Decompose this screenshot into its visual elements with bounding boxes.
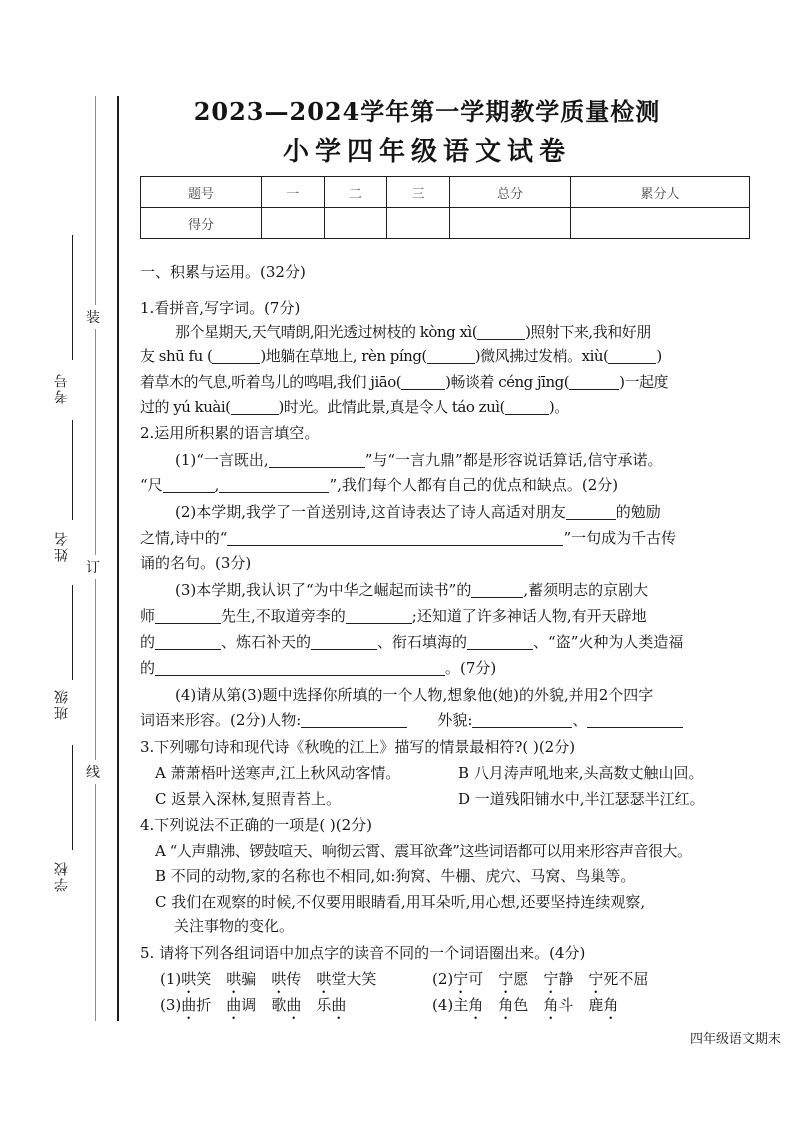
q5-word[interactable]: 哄骗 <box>226 970 257 988</box>
q2-text: 之情,诗中的“ <box>140 529 228 547</box>
q5-title: 5. 请将下列各组词语中加点字的读音不同的一个词语圈出来。(4分) <box>140 944 586 962</box>
q2-p2-line2 <box>140 528 676 548</box>
q2-text: (1)“一言既出, <box>175 451 269 469</box>
q5-word[interactable]: 宁愿 <box>498 970 529 988</box>
answer-blank[interactable] <box>401 374 445 390</box>
q2-text: 、衔石填海的 <box>377 633 468 651</box>
answer-blank[interactable] <box>219 477 329 493</box>
q3-option-a[interactable]: A 萧萧梧叶送寒声,江上秋风动客情。 <box>155 764 401 782</box>
answer-blank[interactable] <box>163 477 215 493</box>
q1-text: )一起度 <box>619 373 668 391</box>
q2-p1-line2 <box>140 475 618 495</box>
q5-group-4 <box>432 995 618 1023</box>
answer-blank[interactable] <box>505 399 549 415</box>
binding-label-name: 姓名 <box>54 530 70 562</box>
q2-p3-line1 <box>175 580 648 600</box>
q5-word[interactable]: 曲调 <box>226 996 257 1014</box>
score-cell: 累分人 <box>570 177 749 208</box>
binding-line-inner <box>117 96 119 1021</box>
q2-title: 2.运用所积累的语言填空。 <box>140 424 320 442</box>
q1-text: 友 shū fu ( <box>140 347 213 365</box>
q2-p4-line2 <box>140 710 683 730</box>
q5-word[interactable]: 鹿角 <box>588 996 619 1014</box>
q5-group-3 <box>160 995 346 1023</box>
score-cell: 二 <box>324 177 387 208</box>
score-entry-cell[interactable] <box>450 208 571 239</box>
q3-option-c[interactable]: C 返景入深林,复照青苔上。 <box>155 790 342 808</box>
q1-line1 <box>175 322 651 342</box>
score-table-score-row <box>141 208 750 239</box>
q5-group-number: (1) <box>160 970 182 988</box>
answer-blank[interactable] <box>587 712 683 728</box>
score-entry-cell[interactable] <box>324 208 387 239</box>
q2-p4-line1: (4)请从第(3)题中选择你所填的一个人物,想象他(她)的外貌,并用2个四字 <box>175 686 654 704</box>
q5-word[interactable]: 宁死不屈 <box>588 970 649 988</box>
binding-label-school: 学校 <box>54 860 70 892</box>
q5-word[interactable]: 哄笑 <box>181 970 212 988</box>
q2-p3-line3 <box>140 632 683 652</box>
answer-blank[interactable] <box>231 399 279 415</box>
q1-text: )照射下来,我和好朋 <box>525 323 651 341</box>
q2-text: , <box>214 476 220 494</box>
q5-group-2 <box>432 969 648 997</box>
q4-option-c-line1[interactable]: C 我们在观察的时候,不仅要用眼睛看,用耳朵听,用心想,还要坚持连续观察, <box>155 893 646 911</box>
q1-text: )。 <box>548 398 569 416</box>
q5-word[interactable]: 歌曲 <box>271 996 302 1014</box>
q3-title: 3.下列哪句诗和现代诗《秋晚的江上》描写的情景最相符?( )(2分) <box>140 738 576 756</box>
q2-text: ”一句成为千古传 <box>563 529 677 547</box>
q5-word[interactable]: 角斗 <box>543 996 574 1014</box>
q5-group-number: (3) <box>160 996 182 1014</box>
q5-word[interactable]: 哄传 <box>271 970 302 988</box>
q2-p3-line2 <box>140 606 647 626</box>
q2-p2-line1 <box>175 502 661 522</box>
q2-text: 先生,不取道旁李的 <box>221 607 346 625</box>
q2-text: ,蓄须明志的京剧大 <box>523 581 649 599</box>
score-cell: 一 <box>261 177 324 208</box>
score-entry-cell[interactable] <box>570 208 749 239</box>
q5-group-1 <box>160 969 376 997</box>
q1-text: 着草木的气息,听着鸟儿的鸣唱,我们 jiāo( <box>140 373 402 391</box>
q2-p2-line3: 诵的名句。(3分) <box>140 554 252 572</box>
q2-text: (3)本学期,我认识了“为中华之崛起而读书”的 <box>175 581 472 599</box>
score-cell: 得分 <box>141 208 262 239</box>
q2-p3-line4 <box>140 658 496 678</box>
q1-line4 <box>140 397 569 417</box>
binding-rule-class <box>72 585 73 680</box>
score-table-header-row <box>141 177 750 208</box>
score-cell: 总分 <box>450 177 571 208</box>
binding-rule-school <box>72 745 73 850</box>
answer-blank[interactable] <box>346 608 412 624</box>
answer-blank[interactable] <box>269 452 365 468</box>
answer-blank[interactable] <box>566 504 616 520</box>
q2-text: ”与“一言九鼎”都是形容说话算话,信守承诺。 <box>364 451 663 469</box>
q1-text: )畅谈着 céng jīng( <box>445 373 570 391</box>
binding-label-exam-number: 考号 <box>54 372 70 404</box>
q2-text: 、 <box>572 711 588 729</box>
exam-title-line2: 小学四年级语文试卷 <box>282 137 571 167</box>
q1-title: 1.看拼音,写字词。(7分) <box>140 299 301 317</box>
q1-text: )微风拂过发梢。xiù( <box>474 347 609 365</box>
q2-text: 、“盗”火种为人类造福 <box>533 633 684 651</box>
q1-line3 <box>140 372 668 392</box>
answer-blank[interactable] <box>155 608 221 624</box>
q2-text: (2)本学期,我学了一首送别诗,这首诗表达了诗人高适对朋友 <box>175 503 566 521</box>
binding-label-class: 班级 <box>54 688 70 720</box>
score-entry-cell[interactable] <box>387 208 450 239</box>
answer-blank[interactable] <box>212 348 260 364</box>
q1-text: )地躺在草地上, rèn píng( <box>260 347 427 365</box>
binding-rule-name <box>72 420 73 520</box>
q5-word[interactable]: 宁静 <box>543 970 574 988</box>
q2-text: 外貌: <box>437 711 473 729</box>
q5-word[interactable]: 曲折 <box>181 996 212 1014</box>
q1-text: 过的 yú kuài( <box>140 398 231 416</box>
q2-text: 、炼石补天的 <box>221 633 312 651</box>
q5-group-number: (4) <box>432 996 454 1014</box>
q2-text: 的 <box>140 633 156 651</box>
q1-line2 <box>140 346 662 366</box>
answer-blank[interactable] <box>155 660 445 676</box>
answer-blank[interactable] <box>569 374 619 390</box>
q3-option-d[interactable]: D 一道残阳铺水中,半江瑟瑟半江红。 <box>458 790 705 808</box>
q1-text: 那个星期天,天气晴朗,阳光透过树枝的 kòng xì( <box>175 323 478 341</box>
q2-text: 的勉励 <box>615 503 661 521</box>
binding-rule-exam-number <box>72 235 73 360</box>
q4-option-c-line2: 关注事物的变化。 <box>174 917 295 935</box>
answer-blank[interactable] <box>608 348 656 364</box>
q2-text: ”,我们每个人都有自己的优点和缺点。(2分) <box>329 476 619 494</box>
score-cell: 三 <box>387 177 450 208</box>
q5-word[interactable]: 主角 <box>453 996 484 1014</box>
q2-text: 词语来形容。(2分)人物: <box>140 711 302 729</box>
exam-title-line1: 2023—2024学年第一学期教学质量检测 <box>193 97 661 126</box>
q4-option-a[interactable]: A “人声鼎沸、锣鼓喧天、响彻云霄、震耳欲聋”这些词语都可以用来形容声音很大。 <box>155 842 692 860</box>
q3-option-b[interactable]: B 八月涛声吼地来,头高数丈触山回。 <box>458 764 704 782</box>
q2-p1-line1 <box>175 450 662 470</box>
answer-blank[interactable] <box>301 712 407 728</box>
score-entry-cell[interactable] <box>261 208 324 239</box>
score-cell: 题号 <box>141 177 262 208</box>
answer-blank[interactable] <box>155 634 221 650</box>
binding-mark-zhuang: 装 <box>86 305 100 329</box>
q1-text: ) <box>656 347 662 365</box>
q2-text: 。(7分) <box>445 659 497 677</box>
page-footer: 四年级语文期末 <box>690 1032 782 1047</box>
q2-text: “尺 <box>140 476 163 494</box>
q5-word[interactable]: 角色 <box>498 996 529 1014</box>
q2-text: ;还知道了许多神话人物,有开天辟地 <box>411 607 647 625</box>
q4-title: 4.下列说法不正确的一项是( )(2分) <box>140 816 373 834</box>
q2-text: 师 <box>140 607 156 625</box>
binding-mark-ding: 订 <box>86 555 100 579</box>
answer-blank[interactable] <box>471 582 523 598</box>
binding-mark-xian: 线 <box>86 760 100 784</box>
answer-blank[interactable] <box>311 634 377 650</box>
q5-word[interactable]: 宁可 <box>453 970 484 988</box>
answer-blank[interactable] <box>472 712 572 728</box>
q1-text: )时光。此情此景,真是令人 táo zuì( <box>278 398 505 416</box>
q4-option-b[interactable]: B 不同的动物,家的名称也不相同,如:狗窝、牛棚、虎穴、马窝、鸟巢等。 <box>155 867 636 885</box>
answer-blank[interactable] <box>427 348 475 364</box>
answer-blank[interactable] <box>467 634 533 650</box>
score-table <box>140 176 750 239</box>
section1-heading: 一、积累与运用。(32分) <box>140 263 306 281</box>
q5-group-number: (2) <box>432 970 454 988</box>
answer-blank[interactable] <box>477 324 525 340</box>
q5-word[interactable]: 乐曲 <box>316 996 347 1014</box>
q5-word[interactable]: 哄堂大笑 <box>316 970 377 988</box>
q2-text: 的 <box>140 659 156 677</box>
answer-blank[interactable] <box>227 530 563 546</box>
